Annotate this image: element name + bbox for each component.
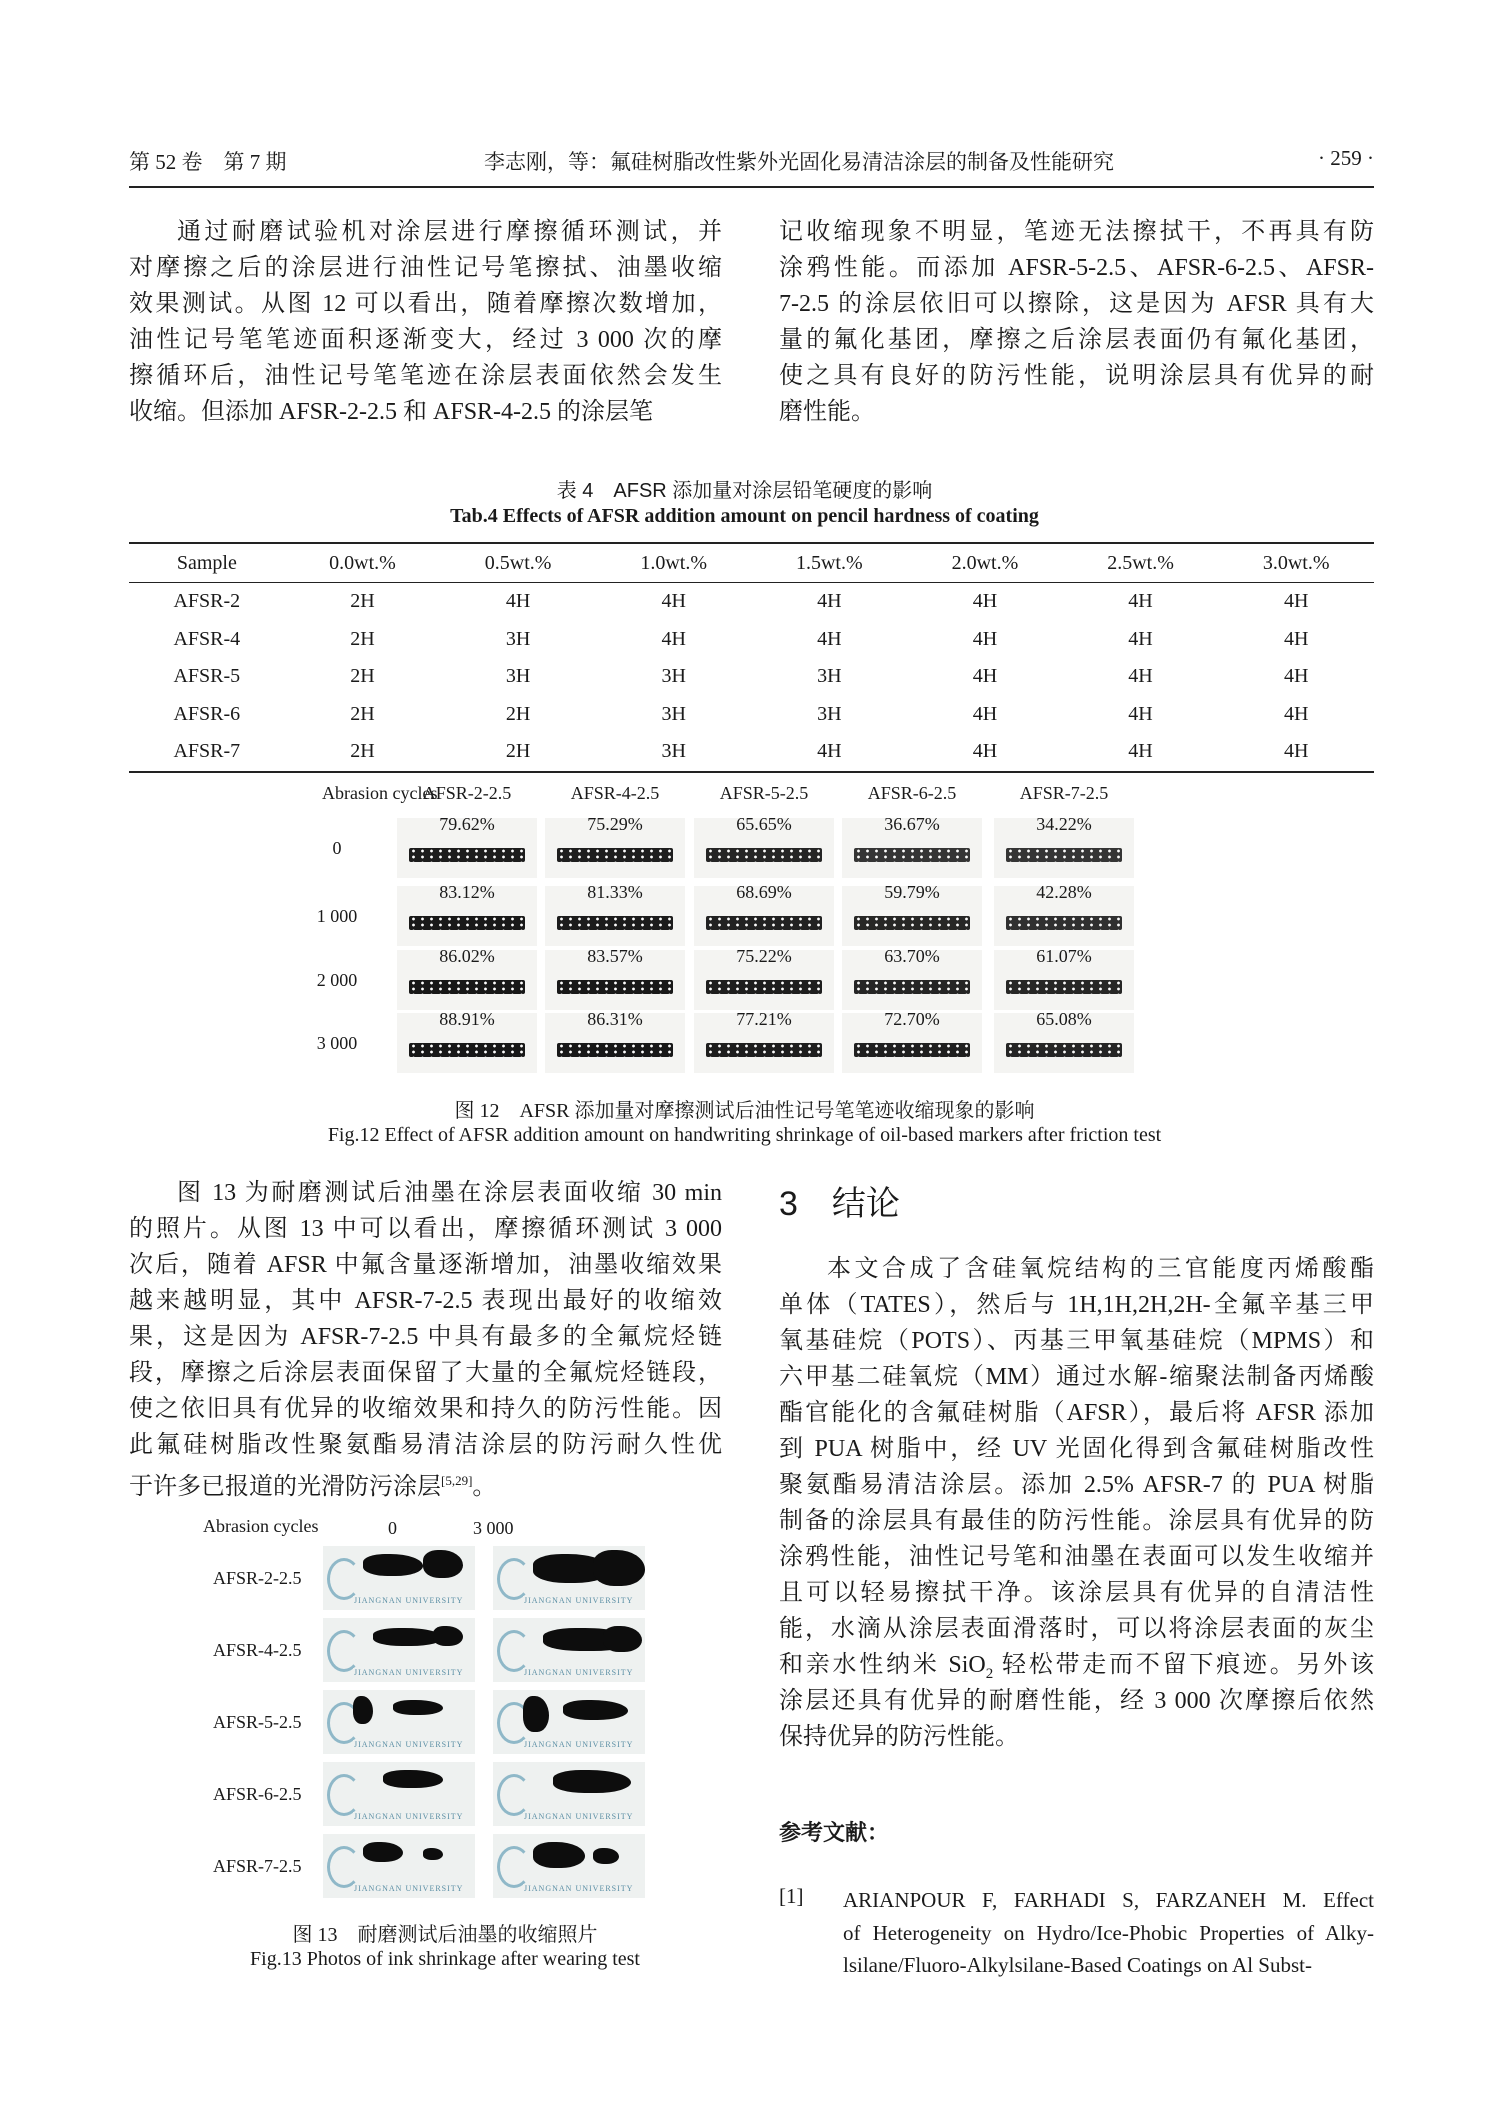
fig13-row-label: AFSR-2-2.5 — [213, 1568, 302, 1588]
figure-12 — [316, 783, 1182, 1073]
watermark-text: JIANGNAN UNIVERSITY — [524, 1740, 634, 1749]
table-header-row — [129, 543, 1374, 583]
marker-stroke — [557, 916, 673, 930]
text-run: 于许多已报道的光滑防污涂层 — [129, 1474, 441, 1500]
table-cell: 2H — [350, 627, 375, 650]
table-cell: 4H — [817, 627, 842, 650]
ink-photo — [323, 1834, 475, 1898]
fig12-row-label: 1 000 — [316, 906, 358, 926]
paragraph-right-1 — [779, 214, 1374, 430]
header-rule — [129, 186, 1374, 188]
fig13-corner-label: Abrasion cycles — [203, 1516, 319, 1536]
text-line: 涂层还具有优异的耐磨性能，经 3 000 次摩擦后依然 — [779, 1688, 1374, 1714]
table-cell: 4H — [907, 733, 1063, 772]
table-header: 2.0wt.% — [907, 543, 1063, 583]
paragraph-left-1 — [129, 214, 722, 430]
fig12-sample-photo — [842, 946, 982, 1010]
text-line: 通过耐磨试验机对涂层进行摩擦循环测试，并 — [177, 219, 722, 245]
fig12-sample-photo — [397, 814, 537, 878]
fig12-row-label: 2 000 — [316, 970, 358, 990]
text-line — [779, 1647, 1374, 1683]
ink-photo — [323, 1546, 475, 1610]
university-logo — [497, 1630, 531, 1672]
table-cell: 4H — [817, 590, 842, 613]
ink-blob — [553, 1770, 631, 1793]
table-cell: 4H — [1128, 665, 1153, 688]
watermark-text: JIANGNAN UNIVERSITY — [354, 1596, 464, 1605]
shrinkage-value: 79.62% — [439, 814, 495, 834]
fig12-corner-label: Abrasion cycles — [322, 783, 438, 803]
shrinkage-value: 36.67% — [884, 814, 940, 834]
table-cell: 3H — [505, 665, 531, 688]
watermark-text: JIANGNAN UNIVERSITY — [354, 1740, 464, 1749]
university-logo — [327, 1846, 361, 1888]
shrinkage-value: 83.12% — [439, 882, 495, 902]
ink-blob — [423, 1848, 443, 1860]
table-cell: 4H — [661, 627, 686, 650]
text-line: 此氟硅树脂改性聚氨酯易清洁涂层的防污耐久性优 — [129, 1432, 722, 1458]
shrinkage-value: 77.21% — [736, 1009, 792, 1029]
pencil-hardness-table — [129, 542, 1374, 773]
marker-stroke — [706, 916, 822, 930]
text-line: 聚氨酯易清洁涂层。添加 2.5% AFSR-7 的 PUA 树脂 — [779, 1472, 1374, 1498]
fig12-sample-photo — [994, 946, 1134, 1010]
fig12-row-label: 3 000 — [316, 1033, 358, 1053]
marker-stroke — [409, 980, 525, 994]
marker-stroke — [706, 980, 822, 994]
marker-stroke — [854, 916, 970, 930]
fig13-row-label: AFSR-4-2.5 — [213, 1640, 302, 1660]
marker-stroke — [557, 848, 673, 862]
table-cell: 2H — [505, 702, 531, 725]
fig12-sample-photo — [397, 1009, 537, 1073]
shrinkage-value: 81.33% — [587, 882, 643, 902]
text-line: 涂鸦性能。而添加 AFSR-5-2.5、AFSR-6-2.5、AFSR- — [779, 255, 1374, 281]
watermark-text: JIANGNAN UNIVERSITY — [354, 1668, 464, 1677]
fig12-column-label: AFSR-2-2.5 — [422, 783, 512, 803]
watermark-text: JIANGNAN UNIVERSITY — [354, 1812, 464, 1821]
shrinkage-value: 86.31% — [587, 1009, 643, 1029]
text-line: 本文合成了含硅氧烷结构的三官能度丙烯酸酯 — [827, 1256, 1374, 1282]
university-logo — [497, 1846, 531, 1888]
table-row — [129, 696, 1374, 734]
text-line: 单体（TATES），然后与 1H,1H,2H,2H-全氟辛基三甲 — [779, 1292, 1374, 1318]
text-line: 油性记号笔笔迹面积逐渐变大，经过 3 000 次的摩 — [129, 327, 722, 353]
ink-blob — [593, 1550, 645, 1586]
fig12-sample-photo — [694, 882, 834, 946]
fig12-sample-photo — [545, 1009, 685, 1073]
fig13-caption-en: Fig.13 Photos of ink shrinkage after wearing test — [250, 1948, 640, 1970]
shrinkage-value: 34.22% — [1036, 814, 1092, 834]
marker-stroke — [706, 848, 822, 862]
fig12-sample-photo — [397, 882, 537, 946]
text-line: 的照片。从图 13 中可以看出，摩擦循环测试 3 000 — [129, 1216, 722, 1242]
shrinkage-value: 61.07% — [1036, 946, 1092, 966]
fig12-sample-photo — [694, 814, 834, 878]
table-cell: 3H — [596, 733, 752, 772]
marker-stroke — [706, 1043, 822, 1057]
shrinkage-value: 75.22% — [736, 946, 792, 966]
ink-blob — [423, 1550, 463, 1578]
ink-blob — [353, 1696, 373, 1724]
shrinkage-value: 83.57% — [587, 946, 643, 966]
table-cell: 4H — [1283, 627, 1309, 650]
shrinkage-value: 65.65% — [736, 814, 792, 834]
ink-blob — [593, 1848, 619, 1864]
table-row — [129, 621, 1374, 659]
text-line: 图 13 为耐磨测试后油墨在涂层表面收缩 30 min — [177, 1180, 722, 1206]
table-cell: 2H — [350, 702, 375, 725]
table-header: 1.0wt.% — [596, 543, 752, 583]
table-header: 3.0wt.% — [1218, 543, 1374, 583]
text-line: 制备的涂层具有最佳的防污性能。涂层具有优异的防 — [779, 1508, 1374, 1534]
fig12-sample-photo — [545, 946, 685, 1010]
fig12-sample-photo — [994, 882, 1134, 946]
text-line: 擦循环后，油性记号笔笔迹在涂层表面依然会发生 — [129, 363, 722, 389]
table-cell: 4H — [972, 702, 998, 725]
text-line: 且可以轻易擦拭干净。该涂层具有优异的自清洁性 — [779, 1580, 1374, 1606]
marker-stroke — [409, 848, 525, 862]
fig12-row-label: 0 — [332, 838, 342, 858]
fig12-sample-photo — [694, 1009, 834, 1073]
fig13-row-label: AFSR-5-2.5 — [213, 1712, 302, 1732]
table-cell: 4H — [1128, 702, 1153, 725]
table-cell: AFSR-6 — [173, 702, 241, 725]
ink-blob — [603, 1626, 642, 1652]
marker-stroke — [854, 848, 970, 862]
table-cell: 4H — [1128, 590, 1153, 613]
text-line: 保持优异的防污性能。 — [779, 1724, 1019, 1750]
fig12-sample-photo — [694, 946, 834, 1010]
university-logo — [327, 1774, 361, 1816]
shrinkage-value: 88.91% — [439, 1009, 495, 1029]
text-line: 越来越明显，其中 AFSR-7-2.5 表现出最好的收缩效 — [129, 1288, 722, 1314]
text-line: 使之依旧具有优异的收缩效果和持久的防污性能。因 — [129, 1396, 722, 1422]
text-line: 氧基硅烷（POTS）、丙基三甲氧基硅烷（MPMS）和 — [779, 1328, 1374, 1354]
table-header: 0.5wt.% — [440, 543, 596, 583]
table-cell: AFSR-7 — [129, 733, 285, 772]
fig12-sample-photo — [842, 882, 982, 946]
table-cell: 3H — [817, 665, 842, 688]
text-run: 。 — [472, 1474, 497, 1500]
table-cell: 4H — [972, 665, 998, 688]
text-line: 对摩擦之后的涂层进行油性记号笔擦拭、油墨收缩 — [129, 255, 722, 281]
fig12-sample-photo — [545, 882, 685, 946]
table-cell: 4H — [752, 733, 908, 772]
ink-blob — [523, 1696, 549, 1732]
text-line: 量的氟化基团，摩擦之后涂层表面仍有氟化基团， — [779, 327, 1374, 353]
marker-stroke — [854, 980, 970, 994]
table-header: 0.0wt.% — [285, 543, 441, 583]
text-line: 磨性能。 — [779, 399, 875, 425]
table-cell: 2H — [285, 733, 441, 772]
text-line: 到 PUA 树脂中，经 UV 光固化得到含氟硅树脂改性 — [779, 1436, 1374, 1462]
shrinkage-value: 86.02% — [439, 946, 495, 966]
table-cell: 4H — [1128, 627, 1153, 650]
subscript: 2 — [985, 1665, 994, 1682]
references-heading: 参考文献： — [779, 1820, 890, 1845]
table-cell: 4H — [1218, 733, 1374, 772]
university-logo — [327, 1630, 361, 1672]
text-line: 收缩。但添加 AFSR-2-2.5 和 AFSR-4-2.5 的涂层笔 — [129, 399, 654, 425]
table-cell: 4H — [505, 590, 531, 613]
reference-number: [1] — [779, 1884, 804, 1908]
ink-blob — [563, 1700, 628, 1720]
ink-blob — [383, 1770, 443, 1788]
page-number: · 259 · — [1318, 146, 1374, 170]
fig12-sample-photo — [545, 814, 685, 878]
marker-stroke — [557, 980, 673, 994]
text-line: 记收缩现象不明显，笔迹无法擦拭干，不再具有防 — [779, 219, 1374, 245]
ink-blob — [433, 1626, 463, 1646]
ink-blob — [533, 1842, 585, 1868]
conclusion-paragraph — [779, 1251, 1374, 1755]
fig12-sample-photo — [994, 1009, 1134, 1073]
table-header: 1.5wt.% — [752, 543, 908, 583]
text-line: 7-2.5 的涂层依旧可以擦除，这是因为 AFSR 具有大 — [779, 291, 1374, 317]
text-line: ARIANPOUR F, FARHADI S, FARZANEH M. Effect — [843, 1888, 1374, 1912]
table-cell: 2H — [350, 665, 375, 688]
shrinkage-value: 75.29% — [587, 814, 643, 834]
fig12-sample-photo — [842, 814, 982, 878]
fig12-column-label: AFSR-4-2.5 — [570, 783, 660, 803]
table-cell: 4H — [1283, 665, 1309, 688]
table-cell: 4H — [1283, 702, 1309, 725]
table-cell: 3H — [661, 702, 686, 725]
table-cell: 2H — [350, 590, 375, 613]
ink-photo — [493, 1618, 645, 1682]
reference-body — [843, 1884, 1374, 1982]
marker-stroke — [1006, 848, 1122, 862]
shrinkage-value: 42.28% — [1036, 882, 1092, 902]
shrinkage-value: 68.69% — [736, 882, 792, 902]
fig12-column-label: AFSR-7-2.5 — [1019, 783, 1109, 803]
watermark-text: JIANGNAN UNIVERSITY — [524, 1596, 634, 1605]
text-line: 六甲基二硅氧烷（MM）通过水解-缩聚法制备丙烯酸 — [779, 1364, 1374, 1390]
ink-photo — [323, 1690, 475, 1754]
ink-photo — [493, 1690, 645, 1754]
table-body — [129, 583, 1374, 772]
text-line: 段，摩擦之后涂层表面保留了大量的全氟烷烃链段， — [129, 1360, 722, 1386]
watermark-text: JIANGNAN UNIVERSITY — [524, 1884, 634, 1893]
text-line: 能，水滴从涂层表面滑落时，可以将涂层表面的灰尘 — [779, 1616, 1374, 1642]
text-run: 和亲水性纳米 SiO — [779, 1652, 986, 1678]
text-line: 效果测试。从图 12 可以看出，随着摩擦次数增加， — [129, 291, 722, 317]
marker-stroke — [1006, 980, 1122, 994]
fig13-column-label: 0 — [388, 1518, 397, 1538]
citation: [5,29] — [441, 1473, 473, 1488]
table-row — [129, 733, 1374, 772]
table-cell: 3H — [817, 702, 842, 725]
table-cell: AFSR-2 — [173, 590, 241, 613]
table-caption-en: Tab.4 Effects of AFSR addition amount on pencil hardness of coating — [450, 505, 1039, 527]
table-cell: 3H — [505, 627, 531, 650]
ink-photo — [493, 1834, 645, 1898]
fig13-caption-cn: 图 13 耐磨测试后油墨的收缩照片 — [292, 1924, 598, 1946]
table-row — [129, 583, 1374, 621]
watermark-text: JIANGNAN UNIVERSITY — [524, 1668, 634, 1677]
fig12-caption-en: Fig.12 Effect of AFSR addition amount on handwriting shrinkage of oil-based markers after friction test — [327, 1124, 1162, 1146]
table-cell: 4H — [661, 590, 686, 613]
marker-stroke — [1006, 916, 1122, 930]
table-cell: AFSR-4 — [173, 627, 241, 650]
fig12-column-label: AFSR-5-2.5 — [719, 783, 809, 803]
marker-stroke — [854, 1043, 970, 1057]
text-line: lsilane/Fluoro-Alkylsilane-Based Coatings on Al Subst- — [843, 1953, 1312, 1977]
table-cell: AFSR-5 — [173, 665, 241, 688]
fig12-sample-photo — [397, 946, 537, 1010]
text-line — [129, 1463, 722, 1499]
watermark-text: JIANGNAN UNIVERSITY — [354, 1884, 464, 1893]
table-caption-cn: 表 4 AFSR 添加量对涂层铅笔硬度的影响 — [556, 480, 933, 502]
table-cell: 4H — [1283, 590, 1309, 613]
table-row — [129, 658, 1374, 696]
text-line: 酯官能化的含氟硅树脂（AFSR），最后将 AFSR 添加 — [779, 1400, 1374, 1426]
fig12-sample-photo — [842, 1009, 982, 1073]
text-line: 涂鸦性能，油性记号笔和油墨在表面可以发生收缩并 — [779, 1544, 1374, 1570]
table-cell: 4H — [972, 627, 998, 650]
shrinkage-value: 72.70% — [884, 1009, 940, 1029]
journal-volume-issue: 第 52 卷 第 7 期 — [129, 150, 287, 174]
table-header: Sample — [129, 543, 285, 583]
shrinkage-value: 65.08% — [1036, 1009, 1092, 1029]
figure-13 — [203, 1516, 663, 1911]
table-header: 2.5wt.% — [1063, 543, 1219, 583]
university-logo — [327, 1558, 361, 1600]
text-line: 次后，随着 AFSR 中氟含量逐渐增加，油墨收缩效果 — [129, 1252, 722, 1278]
fig13-column-label: 3 000 — [473, 1518, 514, 1538]
marker-stroke — [1006, 1043, 1122, 1057]
fig12-caption-cn: 图 12 AFSR 添加量对摩擦测试后油性记号笔笔迹收缩现象的影响 — [454, 1100, 1035, 1122]
text-line: 使之具有良好的防污性能，说明涂层具有优异的耐 — [779, 363, 1374, 389]
running-title: 李志刚，等：氟硅树脂改性紫外光固化易清洁涂层的制备及性能研究 — [484, 150, 1114, 174]
text-line: of Heterogeneity on Hydro/Ice-Phobic Properties of Alky- — [843, 1920, 1374, 1945]
table-cell: 4H — [1063, 733, 1219, 772]
university-logo — [497, 1558, 531, 1600]
table-cell: 2H — [440, 733, 596, 772]
fig13-row-label: AFSR-6-2.5 — [213, 1784, 302, 1804]
paragraph-left-2 — [129, 1175, 722, 1499]
university-logo — [497, 1774, 531, 1816]
fig13-row-label: AFSR-7-2.5 — [213, 1856, 302, 1876]
ink-blob — [363, 1554, 423, 1576]
table-cell: 4H — [972, 590, 998, 613]
text-run: 轻松带走而不留下痕迹。另外该 — [993, 1652, 1374, 1678]
table-cell: 3H — [661, 665, 686, 688]
fig12-column-label: AFSR-6-2.5 — [867, 783, 957, 803]
ink-photo — [493, 1546, 645, 1610]
marker-stroke — [409, 916, 525, 930]
ink-photo — [323, 1762, 475, 1826]
watermark-text: JIANGNAN UNIVERSITY — [524, 1812, 634, 1821]
marker-stroke — [557, 1043, 673, 1057]
text-line: 果，这是因为 AFSR-7-2.5 中具有最多的全氟烷烃链 — [129, 1324, 722, 1350]
fig12-sample-photo — [994, 814, 1134, 878]
ink-photo — [323, 1618, 475, 1682]
section-heading: 3 结论 — [779, 1185, 900, 1223]
shrinkage-value: 59.79% — [884, 882, 940, 902]
ink-blob — [393, 1700, 443, 1715]
marker-stroke — [409, 1043, 525, 1057]
ink-blob — [363, 1842, 403, 1862]
ink-photo — [493, 1762, 645, 1826]
shrinkage-value: 63.70% — [884, 946, 940, 966]
